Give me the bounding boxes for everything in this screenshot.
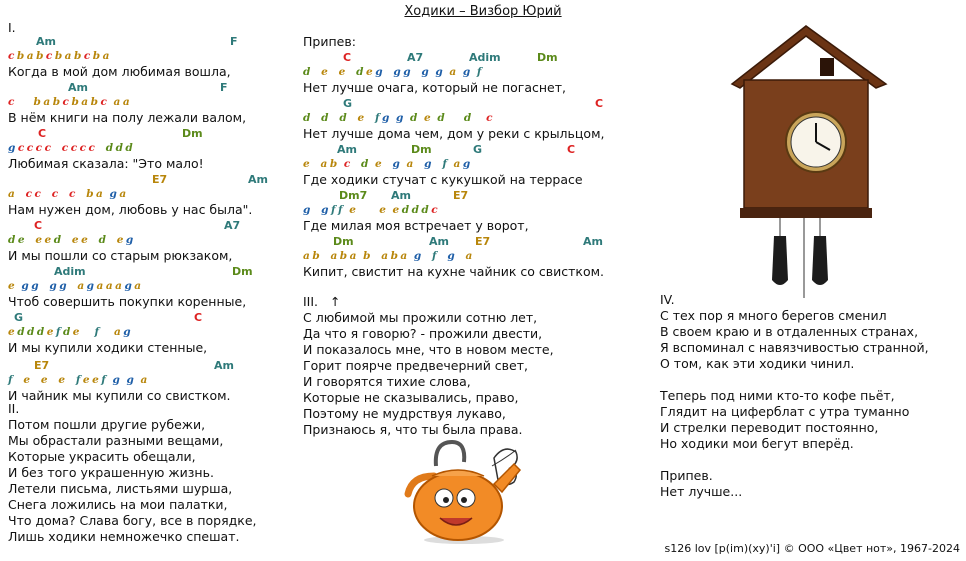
chord-label: C: [595, 97, 604, 110]
verse-number-1: I.: [8, 20, 16, 35]
note-line: c b a b c b a b c a a: [8, 96, 131, 108]
chord-label: Am: [214, 359, 234, 372]
verse-number-2: II.: [8, 401, 20, 416]
note-line: d d d e f g g d e d d c: [303, 112, 494, 124]
lyric-line: Где милая моя встречает у ворот,: [303, 218, 529, 233]
lyric-line: Признаюсь я, что ты была права.: [303, 422, 523, 437]
verse-number-3: III.: [303, 294, 319, 309]
chord-label: Am: [248, 173, 268, 186]
chord-label: Am: [68, 81, 88, 94]
lyric-line: С тех пор я много берегов сменил: [660, 308, 887, 323]
chord-label: Dm: [232, 265, 253, 278]
chord-label: Am: [36, 35, 56, 48]
chord-label: C: [343, 51, 352, 64]
lyric-line: Кипит, свистит на кухне чайник со свистком.: [303, 264, 605, 279]
chord-label: E7: [152, 173, 168, 186]
song-title: Ходики – Визбор Юрий: [404, 4, 562, 19]
lyric-line: Теперь под ними кто-то кофе пьёт,: [660, 388, 895, 403]
teapot-illustration: [402, 436, 526, 549]
lyric-line: Но ходики мои бегут вперёд.: [660, 436, 854, 451]
lyric-line: Где ходики стучат с кукушкой на террасе: [303, 172, 583, 187]
chord-label: Am: [429, 235, 449, 248]
chord-label: G: [343, 97, 353, 110]
lyric-line: Нет лучше очага, который не погаснет,: [303, 80, 566, 95]
chord-label: E7: [453, 189, 469, 202]
lyric-line: Снега ложились на мои палатки,: [8, 497, 228, 512]
lyric-line: И говорятся тихие слова,: [303, 374, 471, 389]
chord-label: Dm7: [339, 189, 368, 202]
lyric-line: Которые не сказывались, право,: [303, 390, 519, 405]
chord-label: C: [567, 143, 576, 156]
chord-label: F: [230, 35, 238, 48]
chord-label: Dm: [333, 235, 354, 248]
chorus-reference-text: Нет лучше...: [660, 484, 743, 499]
lyric-line: Которые украсить обещали,: [8, 449, 196, 464]
note-line: f e e e f e e f g g a: [8, 374, 148, 386]
lyric-line: Нет лучше дома чем, дом у реки с крыльцом,: [303, 126, 605, 141]
lyric-line: Я вспоминал с навязчивостью странной,: [660, 340, 929, 355]
lyric-line: И мы пошли со старым рюкзаком,: [8, 248, 233, 263]
lyric-line: Поэтому не мудрствуя лукаво,: [303, 406, 506, 421]
chord-label: A7: [224, 219, 241, 232]
chord-label: E7: [475, 235, 491, 248]
lyric-line: Горит поярче предвечерний свет,: [303, 358, 528, 373]
note-line: e g g g g a g a a a g a: [8, 280, 142, 292]
chord-label: A7: [407, 51, 424, 64]
note-line: c b a b c b a b c b a: [8, 50, 110, 62]
chord-label: E7: [34, 359, 50, 372]
chord-label: Adim: [469, 51, 501, 64]
chord-label: C: [38, 127, 47, 140]
lyric-line: В своем краю и в отдаленных странах,: [660, 324, 919, 339]
chord-label: F: [220, 81, 228, 94]
note-line: g g f f e e e d d d c: [303, 204, 439, 216]
chord-label: Dm: [537, 51, 558, 64]
column-verses-1-2: [8, 20, 298, 550]
chord-label: C: [194, 311, 203, 324]
chord-label: Dm: [411, 143, 432, 156]
cuckoo-clock-illustration: [720, 22, 890, 310]
chord-label: Adim: [54, 265, 86, 278]
lyric-line: Нам нужен дом, любовь у нас была".: [8, 202, 253, 217]
note-line: a c c c c b a g a: [8, 188, 127, 200]
chorus-label: Припев:: [303, 34, 356, 49]
lyric-line: Летели письма, листьями шурша,: [8, 481, 233, 496]
lyric-line: В нём книги на полу лежали валом,: [8, 110, 247, 125]
verse-number-3-row: [303, 294, 340, 310]
up-arrow-icon[interactable]: ↑: [329, 294, 341, 309]
lyric-line: С любимой мы прожили сотню лет,: [303, 310, 538, 325]
column-chorus-verse-3: [303, 20, 633, 460]
lyric-line: И показалось мне, что в новом месте,: [303, 342, 554, 357]
chord-label: Dm: [182, 127, 203, 140]
lyric-line: Мы обрастали разными вещами,: [8, 433, 224, 448]
note-line: d e e e d e e d e g: [8, 234, 134, 246]
lyric-line: Любимая сказала: "Это мало!: [8, 156, 204, 171]
chord-label: Am: [391, 189, 411, 202]
note-line: g c c c c c c c c d d d: [8, 142, 134, 154]
chord-label: G: [473, 143, 483, 156]
chorus-reference: Припев.: [660, 468, 713, 483]
lyric-line: И чайник мы купили со свистком.: [8, 388, 231, 403]
copyright-footer: s126 lov [p(im)(xy)'i] © ООО «Цвет нот», 1967-2024: [664, 542, 960, 555]
lyric-line: Глядит на циферблат с утра туманно: [660, 404, 910, 419]
chord-label: G: [14, 311, 24, 324]
note-line: e d d d e f d e f a g: [8, 326, 132, 338]
note-line: d e e d e g g g g g a g f: [303, 66, 482, 78]
column-verse-4: [660, 290, 960, 510]
chord-label: Am: [337, 143, 357, 156]
chord-label: Am: [583, 235, 603, 248]
lyric-line: Лишь ходики немножечко спешат.: [8, 529, 240, 544]
verse-number-4: IV.: [660, 292, 675, 307]
lyric-line: И стрелки переводит постоянно,: [660, 420, 879, 435]
lyric-line: Когда в мой дом любимая вошла,: [8, 64, 231, 79]
lyric-line: И без того украшенную жизнь.: [8, 465, 214, 480]
note-line: a b a b a b a b a g f g a: [303, 250, 473, 262]
lyric-line: И мы купили ходики стенные,: [8, 340, 208, 355]
lyric-line: О том, как эти ходики чинил.: [660, 356, 855, 371]
lyric-line: Да что я говорю? - прожили двести,: [303, 326, 543, 341]
note-line: e a b c d e g a g f a g: [303, 158, 471, 170]
lyric-line: Что дома? Слава богу, все в порядке,: [8, 513, 257, 528]
chord-label: C: [34, 219, 43, 232]
lyric-line: Чтоб совершить покупки коренные,: [8, 294, 247, 309]
lyric-line: Потом пошли другие рубежи,: [8, 417, 206, 432]
